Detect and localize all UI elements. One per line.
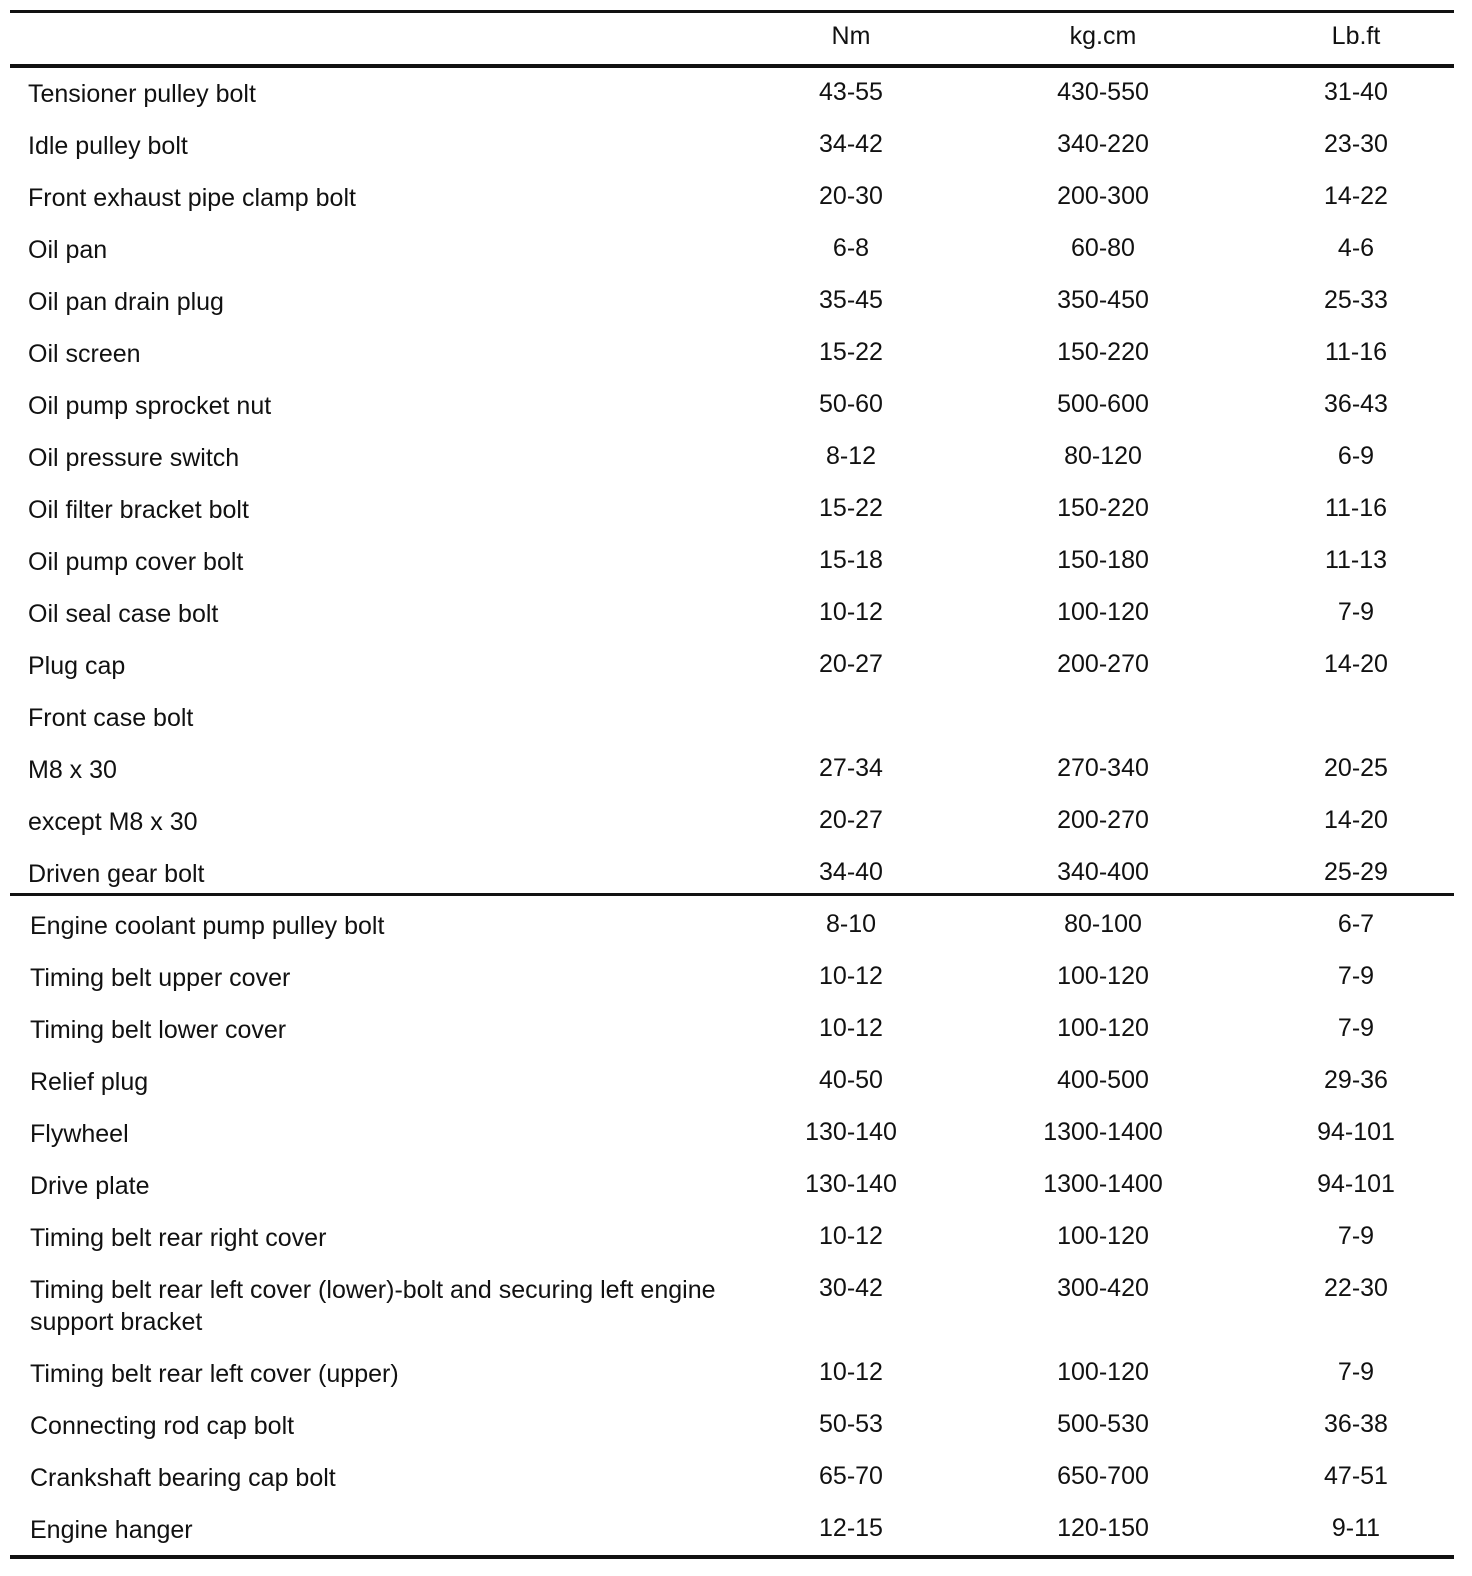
row-nm-value: 12-15 xyxy=(819,1514,883,1542)
table-row xyxy=(0,952,1472,1004)
row-description: Timing belt upper cover xyxy=(30,964,291,992)
row-nm-value: 15-22 xyxy=(819,494,883,522)
row-description: Timing belt lower cover xyxy=(30,1016,287,1044)
row-lbft-value: 11-16 xyxy=(1324,338,1388,366)
row-kgcm-value: 100-120 xyxy=(1057,962,1149,990)
row-kgcm-value: 200-270 xyxy=(1057,650,1149,678)
row-lbft-value: 7-9 xyxy=(1337,1014,1375,1042)
row-lbft-value: 6-9 xyxy=(1337,442,1375,470)
row-nm-value: 130-140 xyxy=(805,1170,897,1198)
row-lbft-value: 36-43 xyxy=(1324,390,1388,418)
table-row xyxy=(0,692,1472,744)
row-nm-value: 65-70 xyxy=(819,1462,883,1490)
table-row xyxy=(0,432,1472,484)
row-nm-value: 20-27 xyxy=(819,650,883,678)
row-kgcm-value: 300-420 xyxy=(1057,1274,1149,1302)
row-kgcm-value: 150-220 xyxy=(1057,494,1149,522)
table-row xyxy=(0,1108,1472,1160)
table-row xyxy=(0,1504,1472,1556)
row-kgcm-value: 200-270 xyxy=(1057,806,1149,834)
row-nm-value: 10-12 xyxy=(819,962,883,990)
row-description: Oil pan xyxy=(28,236,108,264)
row-description: Connecting rod cap bolt xyxy=(30,1412,295,1440)
row-description: Oil pressure switch xyxy=(28,444,240,472)
row-lbft-value: 6-7 xyxy=(1337,910,1375,938)
table-row xyxy=(0,744,1472,796)
row-nm-value: 10-12 xyxy=(819,598,883,626)
table-row xyxy=(0,588,1472,640)
row-kgcm-value: 150-180 xyxy=(1057,546,1149,574)
row-kgcm-value: 80-100 xyxy=(1064,910,1142,938)
row-kgcm-value: 80-120 xyxy=(1064,442,1142,470)
row-nm-value: 27-34 xyxy=(819,754,883,782)
row-lbft-value: 7-9 xyxy=(1337,1358,1375,1386)
header-nm: Nm xyxy=(831,22,871,50)
table-row xyxy=(0,1212,1472,1264)
row-description: Tensioner pulley bolt xyxy=(28,80,256,108)
row-description: except M8 x 30 xyxy=(28,808,198,836)
row-description: Oil pump sprocket nut xyxy=(28,392,272,420)
section-rule xyxy=(10,893,1454,896)
row-kgcm-value: 200-300 xyxy=(1057,182,1149,210)
row-description: Oil screen xyxy=(28,340,141,368)
row-description: Idle pulley bolt xyxy=(28,132,188,160)
row-nm-value: 8-10 xyxy=(825,910,877,938)
row-lbft-value: 25-29 xyxy=(1324,858,1388,886)
table-row xyxy=(0,536,1472,588)
row-kgcm-value: 100-120 xyxy=(1057,598,1149,626)
table-row xyxy=(0,380,1472,432)
table-row xyxy=(0,1348,1472,1400)
row-description: Oil seal case bolt xyxy=(28,600,219,628)
table-row xyxy=(0,224,1472,276)
row-nm-value: 35-45 xyxy=(819,286,883,314)
row-description: M8 x 30 xyxy=(28,756,117,784)
row-description: Timing belt rear right cover xyxy=(30,1224,327,1252)
row-kgcm-value: 340-220 xyxy=(1057,130,1149,158)
row-nm-value: 15-22 xyxy=(819,338,883,366)
header-kg-cm: kg.cm xyxy=(1069,22,1137,50)
row-nm-value: 15-18 xyxy=(819,546,883,574)
row-nm-value: 40-50 xyxy=(819,1066,883,1094)
row-kgcm-value: 270-340 xyxy=(1057,754,1149,782)
row-nm-value: 34-42 xyxy=(819,130,883,158)
table-row xyxy=(0,68,1472,120)
row-kgcm-value: 120-150 xyxy=(1057,1514,1149,1542)
row-description: Timing belt rear left cover (upper) xyxy=(30,1360,399,1388)
row-description: Relief plug xyxy=(30,1068,149,1096)
table-row xyxy=(0,1400,1472,1452)
row-kgcm-value: 650-700 xyxy=(1057,1462,1149,1490)
row-nm-value: 8-12 xyxy=(825,442,877,470)
row-description: Front case bolt xyxy=(28,704,194,732)
table-row xyxy=(0,1264,1472,1348)
table-row xyxy=(0,328,1472,380)
row-kgcm-value: 500-530 xyxy=(1057,1410,1149,1438)
row-kgcm-value: 400-500 xyxy=(1057,1066,1149,1094)
row-description: Drive plate xyxy=(30,1172,150,1200)
row-nm-value: 30-42 xyxy=(819,1274,883,1302)
row-nm-value: 20-27 xyxy=(819,806,883,834)
table-row xyxy=(0,484,1472,536)
row-nm-value: 10-12 xyxy=(819,1222,883,1250)
table-row xyxy=(0,172,1472,224)
table-row xyxy=(0,1056,1472,1108)
table-bottom-rule xyxy=(10,1555,1454,1559)
row-lbft-value: 14-22 xyxy=(1324,182,1388,210)
row-description: Engine hanger xyxy=(30,1516,193,1544)
row-lbft-value: 29-36 xyxy=(1324,1066,1388,1094)
row-description: Flywheel xyxy=(30,1120,129,1148)
row-nm-value: 6-8 xyxy=(832,234,870,262)
row-kgcm-value: 1300-1400 xyxy=(1043,1118,1163,1146)
row-lbft-value: 20-25 xyxy=(1324,754,1388,782)
row-lbft-value: 31-40 xyxy=(1324,78,1388,106)
row-nm-value: 10-12 xyxy=(819,1358,883,1386)
header-lb-ft: Lb.ft xyxy=(1331,22,1381,50)
row-kgcm-value: 150-220 xyxy=(1057,338,1149,366)
row-kgcm-value: 340-400 xyxy=(1057,858,1149,886)
row-kgcm-value: 500-600 xyxy=(1057,390,1149,418)
row-description: Oil filter bracket bolt xyxy=(28,496,249,524)
table-row xyxy=(0,120,1472,172)
row-nm-value: 10-12 xyxy=(819,1014,883,1042)
row-lbft-value: 11-16 xyxy=(1324,494,1388,522)
table-row xyxy=(0,796,1472,848)
row-nm-value: 50-60 xyxy=(819,390,883,418)
row-kgcm-value: 430-550 xyxy=(1057,78,1149,106)
table-row xyxy=(0,640,1472,692)
row-kgcm-value: 350-450 xyxy=(1057,286,1149,314)
table-row xyxy=(0,276,1472,328)
row-lbft-value: 7-9 xyxy=(1337,1222,1375,1250)
row-lbft-value: 7-9 xyxy=(1337,598,1375,626)
row-description: Oil pan drain plug xyxy=(28,288,224,316)
row-description: Crankshaft bearing cap bolt xyxy=(30,1464,336,1492)
row-kgcm-value: 100-120 xyxy=(1057,1014,1149,1042)
table-row xyxy=(0,1452,1472,1504)
row-nm-value: 50-53 xyxy=(819,1410,883,1438)
row-description: Driven gear bolt xyxy=(28,860,205,888)
table-row xyxy=(0,1004,1472,1056)
row-lbft-value: 7-9 xyxy=(1337,962,1375,990)
row-description: Engine coolant pump pulley bolt xyxy=(30,912,385,940)
row-lbft-value: 36-38 xyxy=(1324,1410,1388,1438)
table-row xyxy=(0,1160,1472,1212)
row-nm-value: 130-140 xyxy=(805,1118,897,1146)
row-lbft-value: 14-20 xyxy=(1324,806,1388,834)
table-row xyxy=(0,900,1472,952)
row-kgcm-value: 100-120 xyxy=(1057,1222,1149,1250)
row-lbft-value: 14-20 xyxy=(1324,650,1388,678)
row-description: Plug cap xyxy=(28,652,126,680)
row-lbft-value: 23-30 xyxy=(1324,130,1388,158)
row-lbft-value: 47-51 xyxy=(1324,1462,1388,1490)
row-lbft-value: 22-30 xyxy=(1324,1274,1388,1302)
row-kgcm-value: 60-80 xyxy=(1071,234,1135,262)
table-top-rule xyxy=(10,10,1454,13)
row-nm-value: 43-55 xyxy=(819,78,883,106)
row-nm-value: 34-40 xyxy=(819,858,883,886)
row-lbft-value: 4-6 xyxy=(1337,234,1375,262)
row-nm-value: 20-30 xyxy=(819,182,883,210)
row-kgcm-value: 100-120 xyxy=(1057,1358,1149,1386)
row-lbft-value: 94-101 xyxy=(1317,1170,1395,1198)
row-lbft-value: 9-11 xyxy=(1331,1514,1381,1542)
row-kgcm-value: 1300-1400 xyxy=(1043,1170,1163,1198)
row-lbft-value: 94-101 xyxy=(1317,1118,1395,1146)
row-lbft-value: 25-33 xyxy=(1324,286,1388,314)
row-description: Front exhaust pipe clamp bolt xyxy=(28,184,356,212)
row-description: Timing belt rear left cover (lower)-bolt and securing left engine support bracket xyxy=(30,1276,716,1336)
row-description: Oil pump cover bolt xyxy=(28,548,244,576)
torque-table-body xyxy=(0,68,1472,1556)
row-lbft-value: 11-13 xyxy=(1324,546,1388,574)
